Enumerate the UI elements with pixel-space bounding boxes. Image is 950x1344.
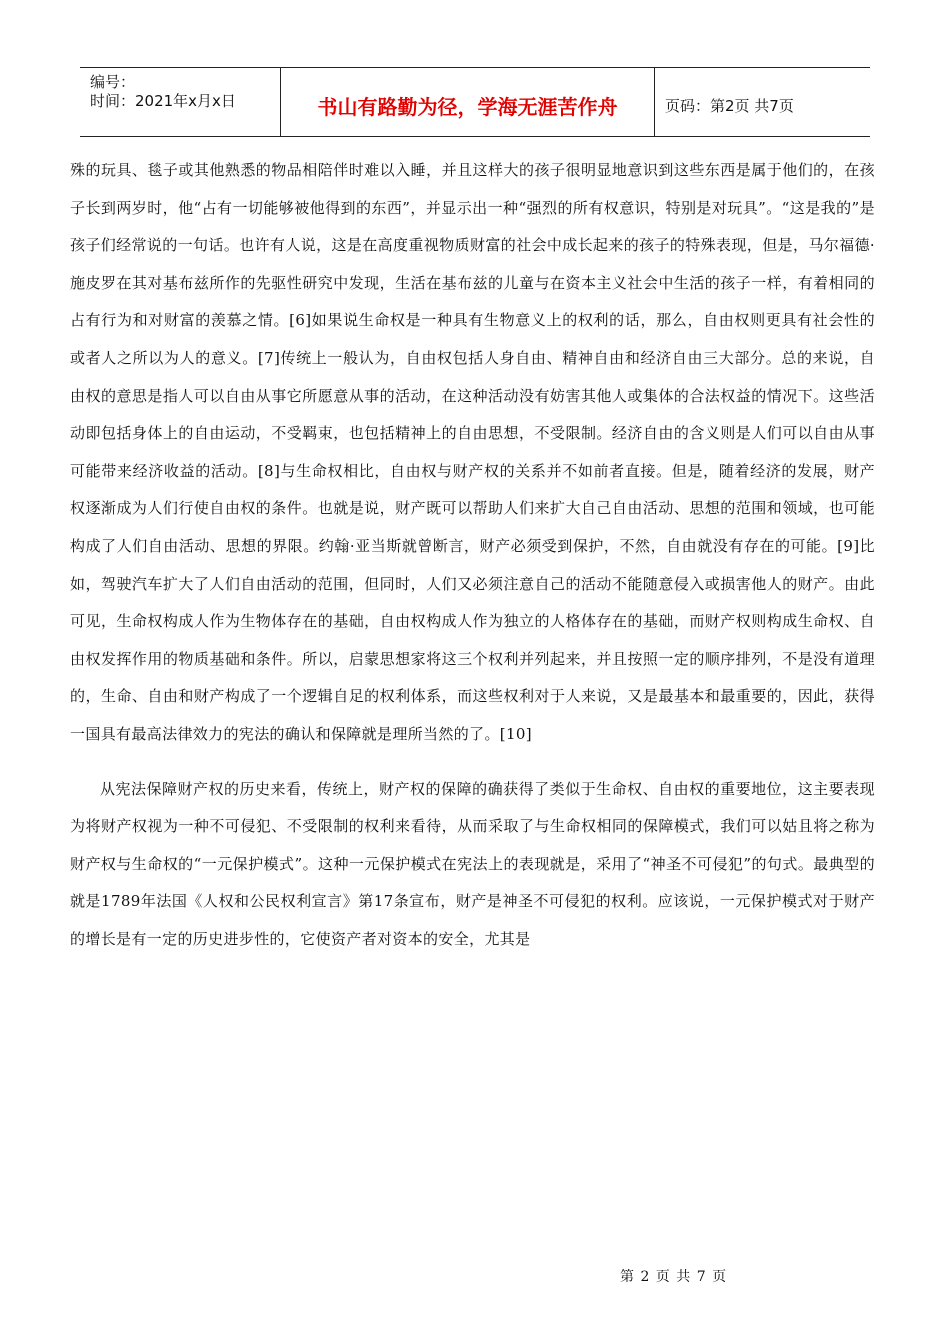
document-number-label: 编号：	[90, 73, 136, 91]
header-motto: 书山有路勤为径，学海无涯苦作舟	[281, 68, 655, 136]
page-footer: 第 2 页 共 7 页	[620, 1269, 728, 1285]
body-paragraph: 殊的玩具、毯子或其他熟悉的物品相陪伴时难以入睡，并且这样大的孩子很明显地意识到这些东西是属于他们的，在孩子长到两岁时，他“占有一切能够被他得到的东西”，并显示出一种“强烈的所有权意识，特别是对玩具”。“这是我的”是孩子们经常说的一句话。也许有人说，这是在高度重视物质财富的社会中成长起来的孩子的特殊表现，但是，马尔福德·施皮罗在其对基布兹所作的先驱性研究中发现，生活在基布兹的儿童与在资本主义社会中生活的孩子一样，有着相同的占有行为和对财富的羡慕之情。[6]如果说生命权是一种具有生物意义上的权利的话，那么，自由权则更具有社会性的或者人之所以为人的意义。[7]传统上一般认为，自由权包括人身自由、精神自由和经济自由三大部分。总的来说，自由权的意思是指人可以自由从事它所愿意从事的活动，在这种活动没有妨害其他人或集体的合法权益的情况下。这些活动即包括身体上的自由运动，不受羁束，也包括精神上的自由思想，不受限制。经济自由的含义则是人们可以自由从事可能带来经济收益的活动。[8]与生命权相比，自由权与财产权的关系并不如前者直接。但是，随着经济的发展，财产权逐渐成为人们行使自由权的条件。也就是说，财产既可以帮助人们来扩大自己自由活动、思想的范围和领域，也可能构成了人们自由活动、思想的界限。约翰·亚当斯就曾断言，财产必须受到保护，不然，自由就没有存在的可能。[9]比如，驾驶汽车扩大了人们自由活动的范围，但同时，人们又必须注意自己的活动不能随意侵入或损害他人的财产。由此可见，生命权构成人作为生物体存在的基础，自由权构成人作为独立的人格体存在的基础，而财产权则构成生命权、自由权发挥作用的物质基础和条件。所以，启蒙思想家将这三个权利并列起来，并且按照一定的顺序排列，不是没有道理的，生命、自由和财产构成了一个逻辑自足的权利体系，而这些权利对于人来说，又是最基本和最重要的，因此，获得一国具有最高法律效力的宪法的确认和保障就是理所当然的了。[10]	[70, 161, 875, 743]
document-body	[70, 152, 875, 958]
header-page-info: 页码：第2页 共7页	[665, 96, 794, 115]
document-date-label: 时间：2021年x月x日	[90, 92, 236, 110]
page-header	[80, 67, 870, 137]
body-paragraph: 从宪法保障财产权的历史来看，传统上，财产权的保障的确获得了类似于生命权、自由权的重要地位，这主要表现为将财产权视为一种不可侵犯、不受限制的权利来看待，从而采取了与生命权相同的保障模式，我们可以姑且将之称为财产权与生命权的“一元保护模式”。这种一元保护模式在宪法上的表现就是，采用了“神圣不可侵犯”的句式。最典型的就是1789年法国《人权和公民权利宣言》第17条宣布，财产是神圣不可侵犯的权利。应该说，一元保护模式对于财产的增长是有一定的历史进步性的，它使资产者对资本的安全，尤其是	[70, 779, 875, 948]
header-meta	[80, 68, 281, 136]
